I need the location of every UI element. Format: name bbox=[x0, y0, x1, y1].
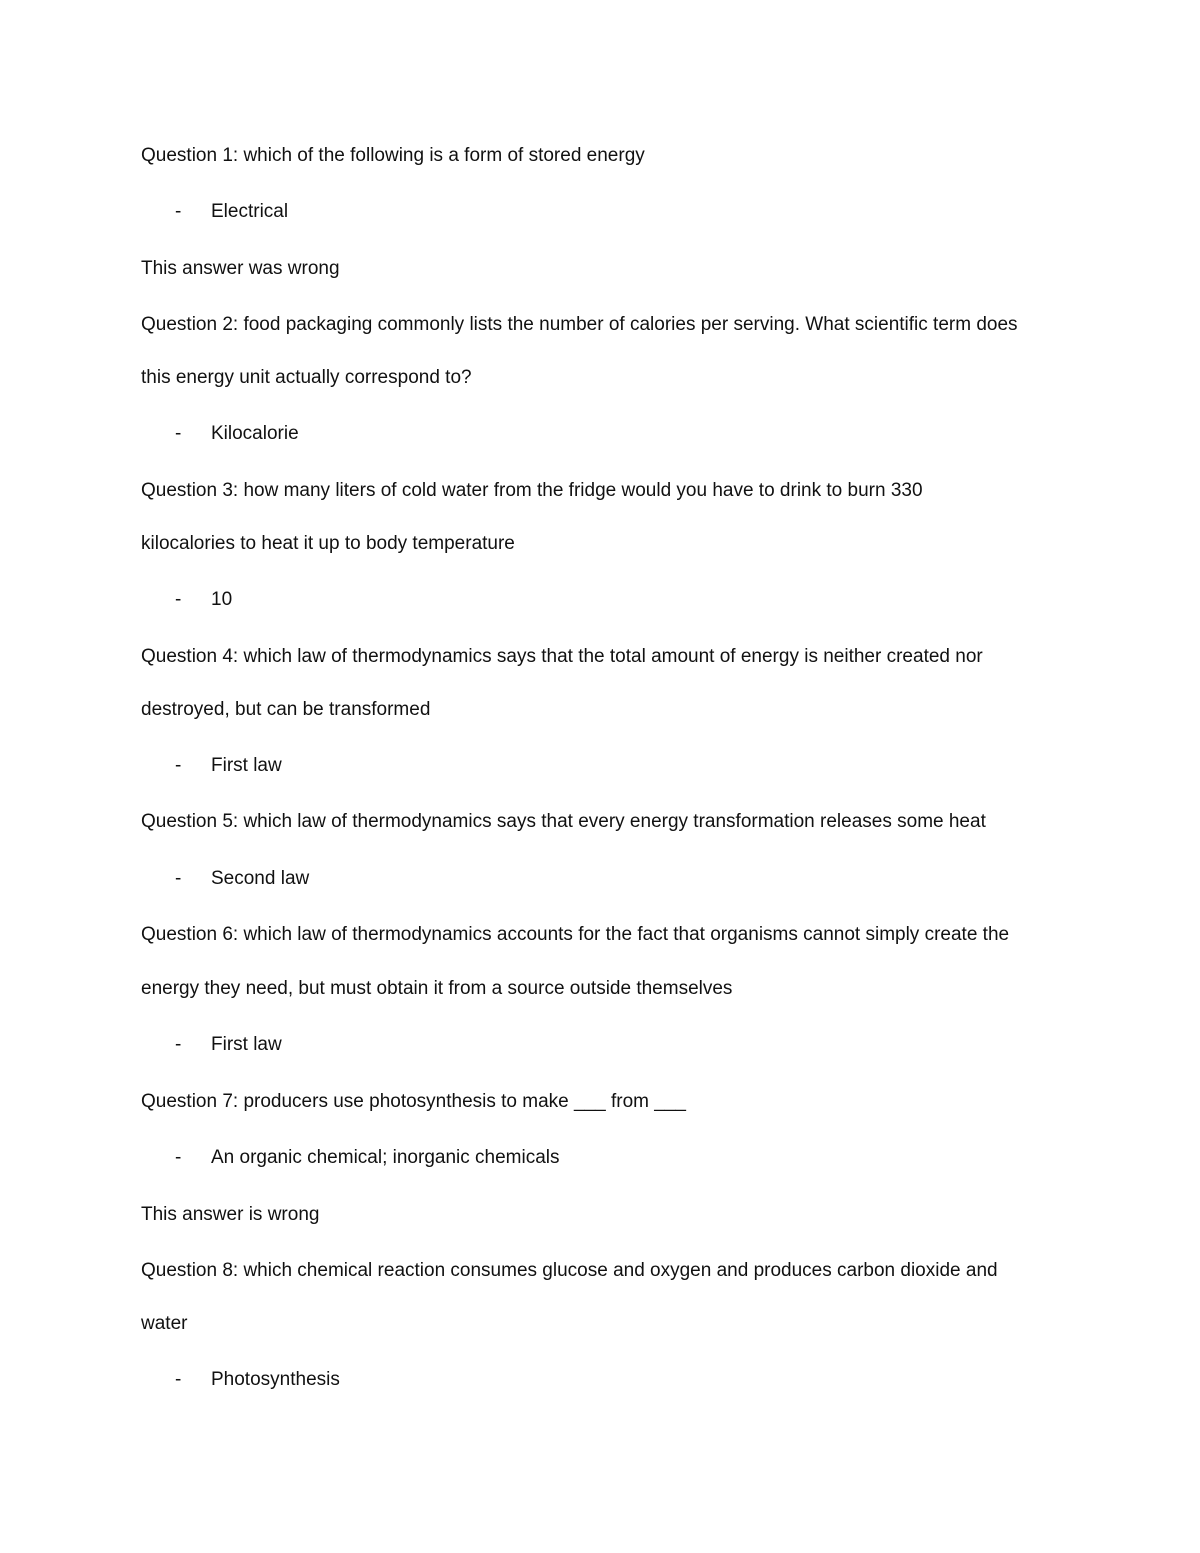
question-7-feedback: This answer is wrong bbox=[141, 1204, 320, 1225]
bullet-dash: - bbox=[175, 868, 182, 889]
bullet-dash: - bbox=[175, 201, 182, 222]
answer-text: 10 bbox=[211, 589, 233, 610]
question-2-text-line-1: Question 2: food packaging commonly lists the number of calories per serving. What scientific term does bbox=[141, 314, 1018, 335]
bullet-dash: - bbox=[175, 755, 182, 776]
question-4-text-line-1: Question 4: which law of thermodynamics says that the total amount of energy is neither created nor bbox=[141, 646, 983, 667]
bullet-dash: - bbox=[175, 423, 182, 444]
question-1-text: Question 1: which of the following is a form of stored energy bbox=[141, 145, 645, 166]
question-6-text-line-2: energy they need, but must obtain it from a source outside themselves bbox=[141, 978, 733, 999]
answer-text: Kilocalorie bbox=[211, 423, 299, 444]
bullet-dash: - bbox=[175, 1034, 182, 1055]
bullet-dash: - bbox=[175, 589, 182, 610]
question-8-text-line-1: Question 8: which chemical reaction consumes glucose and oxygen and produces carbon dioxide and bbox=[141, 1260, 998, 1281]
question-2-text-line-2: this energy unit actually correspond to? bbox=[141, 367, 472, 388]
answer-text: Second law bbox=[211, 868, 310, 889]
answer-text: An organic chemical; inorganic chemicals bbox=[211, 1147, 560, 1168]
question-3-text-line-1: Question 3: how many liters of cold water from the fridge would you have to drink to burn 330 bbox=[141, 480, 923, 501]
question-3-text-line-2: kilocalories to heat it up to body temperature bbox=[141, 533, 515, 554]
answer-text: First law bbox=[211, 755, 282, 776]
bullet-dash: - bbox=[175, 1369, 182, 1390]
question-4-text-line-2: destroyed, but can be transformed bbox=[141, 699, 431, 720]
question-6-text-line-1: Question 6: which law of thermodynamics accounts for the fact that organisms cannot simply create the bbox=[141, 924, 1010, 945]
answer-text: Electrical bbox=[211, 201, 289, 222]
question-5-text: Question 5: which law of thermodynamics says that every energy transformation releases some heat bbox=[141, 811, 986, 832]
answer-text: Photosynthesis bbox=[211, 1369, 340, 1390]
question-8-text-line-2: water bbox=[141, 1313, 188, 1334]
answer-text: First law bbox=[211, 1034, 282, 1055]
question-7-text: Question 7: producers use photosynthesis to make ___ from ___ bbox=[141, 1091, 686, 1112]
bullet-dash: - bbox=[175, 1147, 182, 1168]
question-1-feedback: This answer was wrong bbox=[141, 258, 340, 279]
